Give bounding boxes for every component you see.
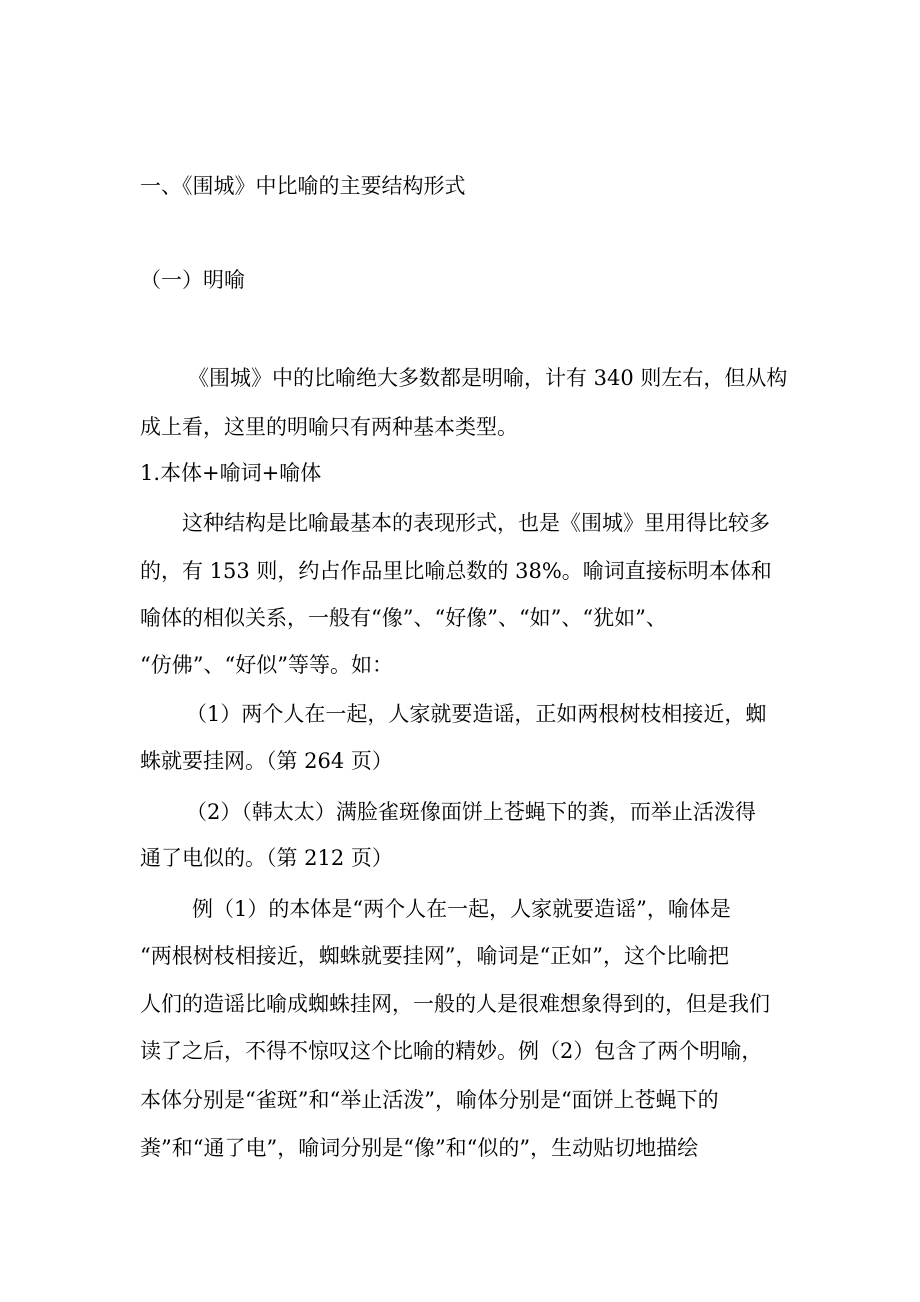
description-paragraph-line: 的，有 153 则，约占作品里比喻总数的 38%。喻词直接标明本体和: [140, 559, 772, 583]
description-paragraph-line: 这种结构是比喻最基本的表现形式，也是《围城》里用得比较多: [182, 511, 770, 535]
description-paragraph-line: “仿佛”、“好似”等等。如：: [140, 653, 393, 677]
section-heading: 一、《围城》中比喻的主要结构形式: [140, 174, 466, 198]
example-line: 通了电似的。（第 212 页）: [140, 846, 393, 870]
example-line: （2）（韩太太）满脸雀斑像面饼上苍蝇下的粪，而举止活泼得: [186, 800, 756, 824]
analysis-paragraph-line: 人们的造谣比喻成蜘蛛挂网，一般的人是很难想象得到的，但是我们: [140, 992, 770, 1016]
subsection-heading: （一）明喻: [140, 268, 245, 292]
analysis-paragraph-line: 本体分别是“雀斑”和“举止活泼”，喻体分别是“面饼上苍蝇下的: [140, 1088, 719, 1112]
example-line: 蛛就要挂网。（第 264 页）: [140, 749, 393, 773]
description-paragraph-line: 喻体的相似关系，一般有“像”、“好像”、“如”、“犹如”、: [140, 606, 667, 630]
example-line: （1）两个人在一起，人家就要造谣，正如两根树枝相接近，蜘: [186, 702, 767, 726]
analysis-paragraph-line: 例（1）的本体是“两个人在一起，人家就要造谣”，喻体是: [192, 897, 731, 921]
intro-paragraph-line: 《围城》中的比喻绝大多数都是明喻，计有 340 则左右，但从构: [188, 366, 788, 390]
item-heading: 1.本体+喻词+喻体: [140, 461, 322, 485]
intro-paragraph-line: 成上看，这里的明喻只有两种基本类型。: [140, 415, 518, 439]
analysis-paragraph-line: 粪”和“通了电”，喻词分别是“像”和“似的”，生动贴切地描绘: [140, 1136, 699, 1160]
analysis-paragraph-line: 读了之后，不得不惊叹这个比喻的精妙。例（2）包含了两个明喻，: [140, 1039, 763, 1063]
analysis-paragraph-line: “两根树枝相接近，蜘蛛就要挂网”，喻词是“正如”，这个比喻把: [140, 944, 729, 968]
